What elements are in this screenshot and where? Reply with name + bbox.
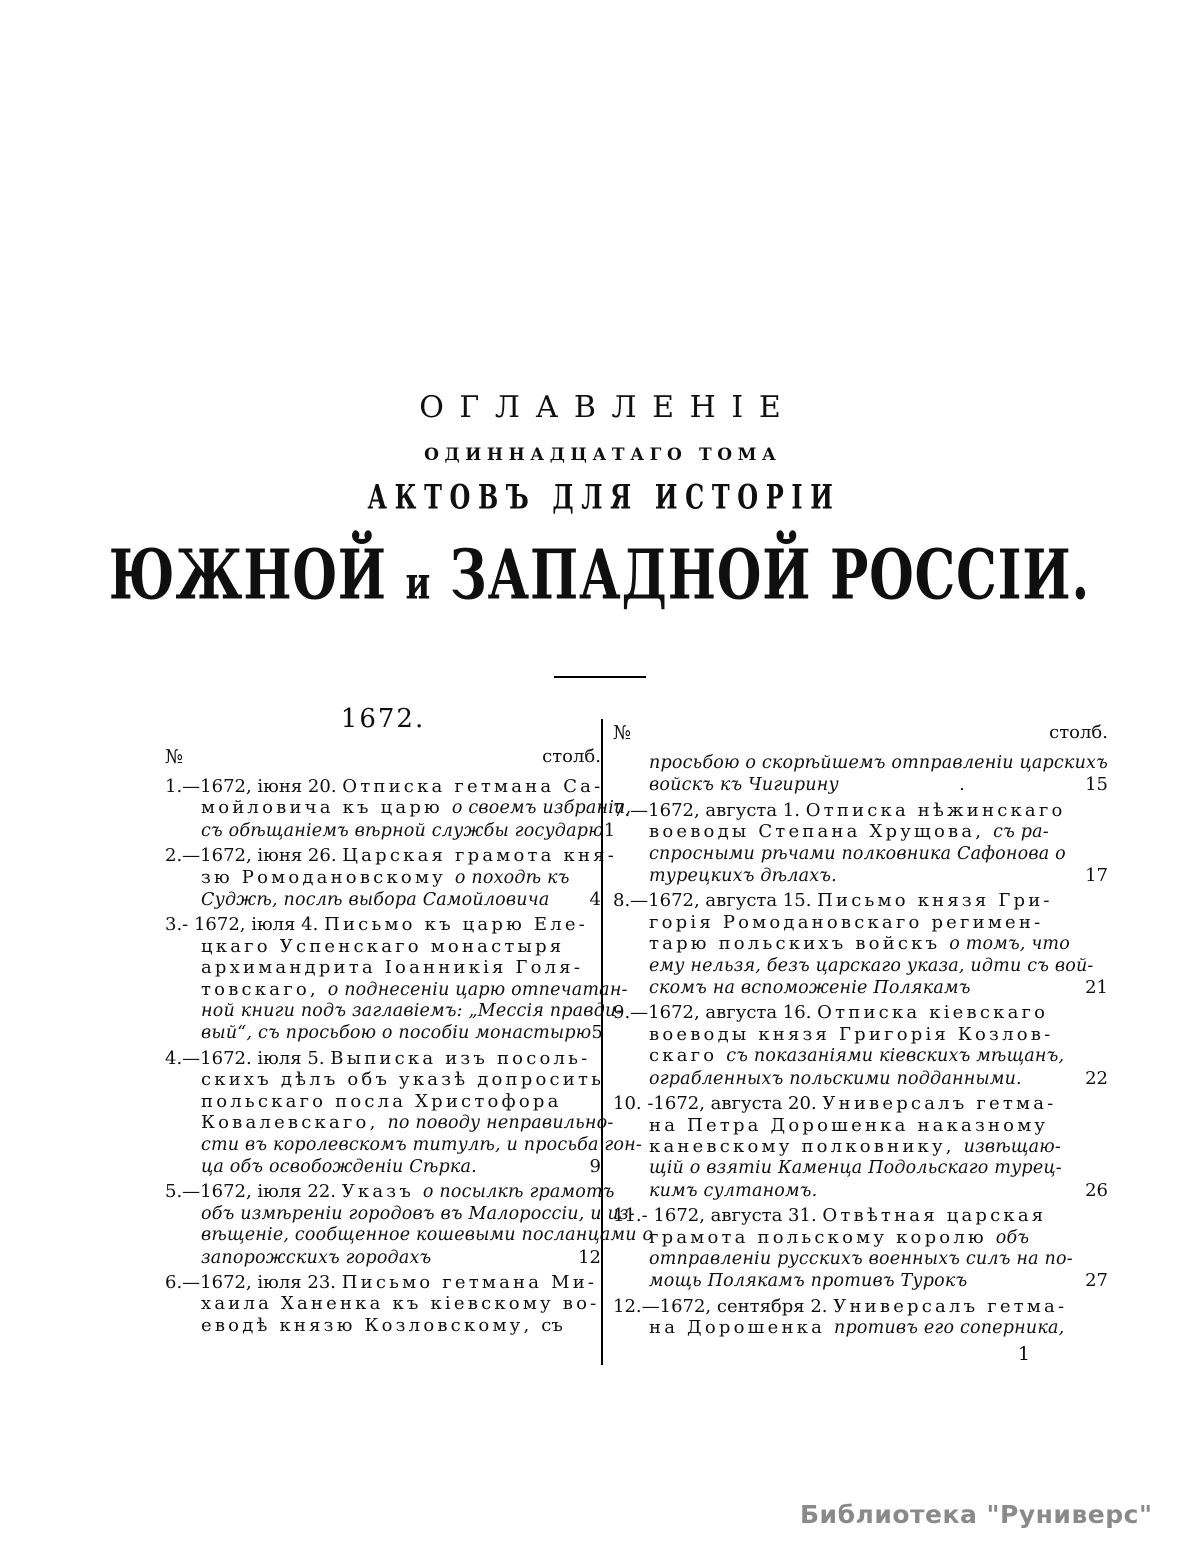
right-column-headers: [613, 722, 1108, 744]
text-segment: отправленіи русскихъ военныхъ силъ на по-: [649, 1248, 1073, 1269]
text-segment: о своемъ избраніи,: [451, 798, 632, 819]
text-segment: съ: [541, 1314, 563, 1336]
toc-columns: [165, 702, 1108, 1365]
toc-entry: [165, 914, 628, 1044]
text-segment: 9.—1672, августа 16.: [613, 1002, 818, 1024]
toc-entry: [165, 776, 632, 842]
toc-line: [613, 1296, 1108, 1317]
text-segment: скихъ дѣлъ объ указѣ допросить: [201, 1069, 605, 1091]
text-segment: противъ его соперника,: [833, 1318, 1065, 1339]
column-number: 22: [1085, 1067, 1108, 1089]
text-segment: о посылкѣ грамотъ: [422, 1182, 615, 1203]
toc-right-column: [603, 702, 1108, 1365]
toc-line: [613, 1270, 1108, 1292]
text-segment: 2.—1672, іюня 26.: [165, 845, 343, 867]
toc-entry: [165, 1181, 654, 1269]
toc-line: [613, 821, 1108, 843]
toc-line: [613, 1180, 1108, 1202]
toc-line: [613, 1002, 1108, 1023]
title-main-right: ЗАПАДНОЙ РОССІИ.: [450, 535, 1091, 616]
toc-line: [165, 797, 632, 819]
text-segment: 6.—1672, іюля 23.: [165, 1271, 342, 1293]
text-segment: войскъ къ Чигирину: [649, 775, 839, 796]
toc-line: [165, 1181, 615, 1203]
title-divider-rule: [554, 676, 646, 678]
text-segment: запорожскихъ городахъ: [201, 1247, 432, 1268]
column-number: 17: [1085, 865, 1108, 887]
toc-line: [613, 774, 1108, 796]
text-segment: съ обѣщаніемъ вѣрной службы государю: [201, 820, 604, 841]
page-title-main: [0, 535, 1200, 616]
page-title-line-2: ОДИННАДЦАТАГО ТОМА: [424, 445, 782, 465]
title-main-conjunction: и: [406, 556, 432, 610]
toc-line: [613, 1227, 1108, 1249]
text-segment: мойловича къ царю: [201, 797, 452, 819]
page-title: [0, 390, 1200, 616]
text-segment: турецкихъ дѣлахъ.: [649, 866, 837, 887]
text-segment: грамота польскому королю: [649, 1226, 996, 1248]
toc-line: [613, 890, 1108, 911]
text-segment: скаго: [649, 1045, 727, 1067]
number-column-label: №: [165, 746, 183, 768]
toc-entry: [613, 1002, 1108, 1090]
toc-line: [613, 1115, 1108, 1136]
toc-line: [613, 753, 1108, 774]
text-segment: вый“, съ просьбою о пособіи монастырю: [201, 1023, 592, 1044]
page-title-line-3: АКТОВЪ ДЛЯ ИСТОРІИ: [367, 479, 841, 518]
text-segment: щій о взятіи Каменца Подольскаго турец-: [649, 1158, 1062, 1179]
text-segment: Выписка изъ посоль-: [330, 1047, 591, 1069]
text-segment: Отписка кіевскаго: [817, 1002, 1049, 1024]
toc-line: [613, 1068, 1108, 1090]
toc-line: [165, 1272, 601, 1293]
toc-line: [165, 936, 601, 957]
toc-line: [613, 865, 1108, 887]
toc-line: [165, 1134, 642, 1156]
year-heading: 1672.: [340, 704, 426, 734]
text-segment: Универсалъ гетма-: [833, 1295, 1068, 1317]
toc-entries-left: [165, 776, 654, 1336]
toc-line: [165, 914, 601, 935]
column-number: 27: [1085, 1270, 1108, 1292]
text-segment: о поднесеніи царю отпечатан-: [327, 979, 628, 1000]
text-segment: Письмо князя Гри-: [817, 890, 1053, 912]
text-segment: вѣщеніе, сообщенное кошевыми посланцами о: [201, 1225, 654, 1246]
watermark-text: Библиотека "Руниверс": [800, 1500, 1153, 1529]
text-segment: воеводы Степана Хрущова,: [649, 821, 994, 843]
text-segment: польскаго посла Христофора: [201, 1090, 562, 1112]
toc-line: [165, 1203, 635, 1225]
text-segment: 3.- 1672, іюля 4.: [165, 914, 325, 936]
text-segment: архимандрита Іоанникія Голя-: [201, 957, 584, 979]
toc-line: [613, 912, 1108, 933]
text-segment: Универсалъ гетма-: [822, 1093, 1057, 1115]
text-segment: на Петра Дорошенка наказному: [649, 1114, 1049, 1136]
text-segment: на Дорошенка: [649, 1317, 834, 1339]
text-segment: сти въ королевскомъ титулѣ, и просьба гон-: [201, 1134, 642, 1155]
toc-line: [613, 1317, 1108, 1339]
toc-line: [165, 1315, 601, 1336]
text-segment: Суджѣ, послѣ выбора Самойловича: [201, 890, 550, 911]
text-segment: Отвѣтная царская: [822, 1205, 1047, 1227]
toc-entry: [613, 1296, 1108, 1340]
text-segment: товскаго,: [201, 978, 328, 1000]
toc-line: [613, 1158, 1108, 1179]
toc-entry: [613, 1205, 1108, 1293]
text-segment: спросными рѣчами полковника Сафонова о: [649, 843, 1066, 864]
text-segment: 7.—1672, августа 1.: [613, 799, 806, 821]
text-segment: по поводу неправильно-: [387, 1113, 614, 1134]
text-segment: ной книги подъ заглавіемъ: „Мессія правди-: [201, 1001, 623, 1022]
text-segment: Царская грамота кня-: [342, 845, 617, 867]
toc-left-column: [165, 702, 654, 1365]
toc-entry: [613, 1093, 1108, 1202]
text-segment: просьбою о скорѣйшемъ отправленіи царскихъ: [649, 753, 1108, 773]
toc-line: [165, 776, 604, 797]
toc-line: [165, 1022, 601, 1044]
toc-line: [165, 1225, 654, 1246]
number-column-label: №: [613, 722, 631, 744]
text-segment: извѣщаю-: [963, 1136, 1061, 1157]
text-segment: зю Ромодановскому: [201, 866, 455, 888]
text-segment: ему нельзя, безъ царскаго указа, идти съ вой-: [649, 955, 1094, 976]
toc-line: [165, 1293, 601, 1314]
text-segment: съ ра-: [993, 822, 1049, 843]
toc-entry: [165, 1047, 642, 1178]
toc-entry: [165, 1272, 601, 1336]
stolb-column-label: столб.: [1049, 722, 1108, 743]
toc-line: [165, 889, 601, 911]
text-segment: скомъ на вспоможеніе Полякамъ: [649, 978, 971, 999]
toc-line: [613, 933, 1108, 955]
stolb-column-label: столб.: [542, 746, 601, 767]
text-segment: о походѣ къ: [454, 867, 570, 888]
toc-line: [613, 1205, 1108, 1226]
text-segment: 12.—1672, сентября 2.: [613, 1295, 834, 1317]
toc-line: [165, 1156, 601, 1178]
leader-dot: .: [959, 774, 965, 796]
text-segment: Ковалевскаго,: [201, 1112, 388, 1134]
toc-line: [613, 1136, 1108, 1158]
toc-entry: [613, 800, 1108, 888]
toc-line: [613, 956, 1108, 977]
toc-line: [165, 1091, 601, 1112]
toc-line: [165, 978, 628, 1001]
text-segment: каневскому полковнику,: [649, 1135, 964, 1157]
text-segment: 10. -1672, августа 20.: [613, 1093, 823, 1115]
toc-entry: [165, 845, 617, 911]
signature-mark: 1: [1017, 1342, 1030, 1365]
toc-line: [613, 1024, 1108, 1045]
toc-line: [613, 1093, 1108, 1114]
toc-line: [165, 819, 616, 842]
text-segment: объ: [995, 1227, 1030, 1248]
toc-line: [613, 800, 1108, 821]
text-segment: цкаго Успенскаго монастыря: [201, 935, 565, 957]
text-segment: еводѣ князю Козловскому,: [201, 1314, 542, 1336]
page-title-line-1: ОГЛАВЛЕНІЕ: [419, 390, 797, 425]
text-segment: 4.—1672. іюля 5.: [165, 1047, 331, 1069]
text-segment: о томъ, что: [949, 934, 1070, 955]
text-segment: тарю польскихъ войскъ: [649, 933, 950, 955]
text-segment: 8.—1672, августа 15.: [613, 890, 818, 912]
text-segment: мощь Полякамъ противъ Турокъ: [649, 1271, 968, 1292]
column-number: 12: [578, 1246, 601, 1268]
toc-line: [613, 977, 1108, 999]
column-number: 15: [1085, 774, 1108, 796]
toc-line: [165, 867, 601, 889]
toc-entries-right: [613, 753, 1108, 1340]
toc-line: [613, 1249, 1108, 1270]
text-segment: Письмо къ царю Еле-: [324, 914, 588, 936]
text-segment: ца объ освобожденіи Сѣрка.: [201, 1156, 477, 1177]
column-number: 26: [1085, 1179, 1108, 1201]
column-number: 1: [603, 819, 616, 841]
toc-line: [165, 1001, 623, 1022]
text-segment: 11.- 1672, августа 31.: [613, 1205, 823, 1227]
column-number: 4: [589, 889, 601, 911]
text-segment: Письмо гетмана Ми-: [341, 1271, 598, 1293]
toc-entry: [613, 753, 1108, 797]
text-segment: горія Ромодановскаго регимен-: [649, 911, 1044, 933]
toc-line: [165, 957, 601, 978]
text-segment: ограбленныхъ польскими подданными.: [649, 1068, 1022, 1089]
text-segment: объ измѣреніи городовъ въ Малороссіи, и из-: [201, 1203, 635, 1224]
title-main-left: ЮЖНОЙ: [109, 535, 388, 616]
text-segment: Указъ: [341, 1181, 423, 1203]
text-segment: кимъ султаномъ.: [649, 1180, 818, 1201]
text-segment: воеводы князя Григорія Козлов-: [649, 1023, 1054, 1045]
text-segment: съ показаніями кіевскихъ мѣщанъ,: [726, 1046, 1065, 1067]
left-column-headers: [165, 746, 601, 768]
text-segment: Отписка гетмана Са-: [342, 776, 604, 797]
text-segment: хаила Ханенка къ кіевскому во-: [201, 1293, 600, 1315]
column-number: 9: [589, 1155, 601, 1177]
toc-entry: [613, 890, 1108, 999]
toc-line: [613, 844, 1108, 865]
toc-line: [165, 1069, 605, 1091]
toc-line: [165, 1112, 614, 1134]
toc-line: [165, 1247, 601, 1269]
text-segment: 5.—1672, іюля 22.: [165, 1181, 342, 1203]
toc-line: [165, 845, 617, 867]
toc-line: [613, 1045, 1108, 1067]
text-segment: 1.—1672, іюня 20.: [165, 776, 343, 797]
column-number: 5: [591, 1022, 603, 1044]
toc-line: [165, 1048, 601, 1069]
column-number: 21: [1085, 977, 1108, 999]
text-segment: Отписка нѣжинскаго: [805, 799, 1066, 821]
